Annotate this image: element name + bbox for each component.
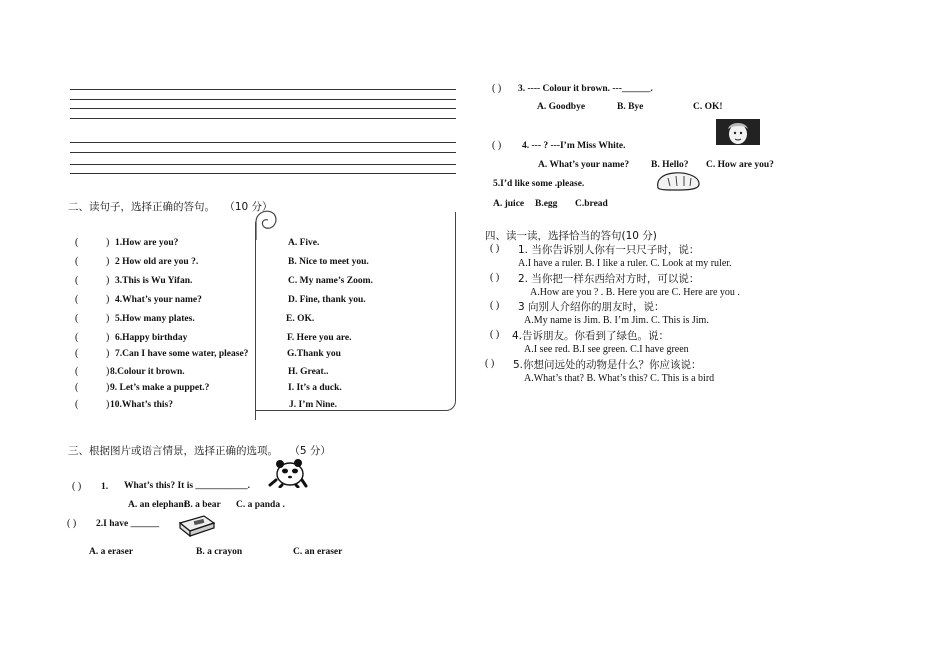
question-text: 1.How are you?: [115, 238, 179, 248]
question-text: What’s this? It is ___________.: [124, 481, 251, 491]
answer-option: B. a bear: [184, 500, 221, 510]
answer-option: C. an eraser: [293, 547, 343, 557]
writing-line: [70, 89, 456, 90]
answer-options: A.My name is Jim. B. I’m Jim. C. This is Jim.: [524, 315, 709, 326]
answer-option: A. Goodbye: [537, 102, 586, 112]
section4-heading: 四、读一读，选择恰当的答句(10 分): [485, 230, 657, 242]
eraser-icon: [176, 513, 218, 537]
section2-heading: [68, 199, 273, 214]
writing-line: [70, 142, 456, 143]
question-text: 3 向别人介绍你的朋友时，说：: [518, 301, 665, 313]
answer-options: A.I see red. B.I see green. C.I have green: [524, 344, 689, 355]
question-paren-open: (: [75, 275, 79, 286]
question-text: 8.Colour it brown.: [110, 367, 185, 377]
question-text: 9. Let’s make a puppet.?: [110, 383, 210, 393]
answer-option: B. a crayon: [196, 547, 243, 557]
section2-points: （10 分）: [224, 201, 273, 213]
writing-line: [70, 164, 456, 165]
writing-line: [70, 99, 456, 100]
question-text: 7.Can I have some water, please?: [115, 349, 249, 359]
answer-option: C. My name’s Zoom.: [288, 276, 373, 286]
teacher-portrait-icon: [716, 119, 760, 145]
section3-heading-text: 三、根据图片或语言情景，选择正确的选项。: [68, 445, 278, 457]
question-paren-open: (: [75, 237, 79, 248]
question-paren-close: ): [106, 256, 110, 267]
question-paren-close: ): [106, 275, 110, 286]
writing-line: [70, 108, 456, 109]
panda-icon: [268, 456, 308, 488]
answer-option: A. juice: [493, 199, 525, 209]
section3-points: （5 分）: [289, 445, 331, 457]
question-paren: ( ): [490, 272, 500, 283]
answer-options: A.What’s that? B. What’s this? C. This is a bird: [524, 373, 715, 384]
answer-options: A.I have a ruler. B. I like a ruler. C. Look at my ruler.: [518, 258, 732, 269]
question-paren-close: ): [106, 348, 110, 359]
answer-option: D. Fine, thank you.: [288, 295, 366, 305]
writing-line: [70, 118, 456, 119]
question-text: 2 How old are you ?.: [115, 257, 199, 267]
answer-scroll-panel: [255, 212, 456, 411]
answer-option: C. How are you?: [706, 160, 774, 170]
answer-option: F. Here you are.: [287, 333, 352, 343]
question-text: 1. 当你告诉别人你有一只尺子时，说：: [518, 244, 700, 256]
answer-option: C.bread: [575, 199, 608, 209]
question-paren: ( ): [490, 329, 500, 340]
question-paren-close: ): [106, 294, 110, 305]
question-paren: ( ): [490, 300, 500, 311]
question-text: 5.你想问远处的动物是什么？你应该说：: [513, 359, 702, 371]
scroll-curl-icon: [254, 208, 280, 242]
question-paren: ( ): [492, 140, 502, 151]
question-text: 3. ---- Colour it brown. ---______.: [518, 84, 653, 94]
question-paren-open: (: [75, 256, 79, 267]
question-text: 4.告诉朋友。你看到了绿色。说：: [512, 330, 670, 342]
section2-heading-text: 二、读句子，选择正确的答句。: [68, 201, 215, 213]
question-paren-close: ): [106, 382, 110, 393]
answer-option: A. Five.: [288, 238, 320, 248]
question-paren-open: (: [75, 399, 79, 410]
question-text: 5.How many plates.: [115, 314, 195, 324]
writing-line: [70, 152, 456, 153]
question-paren-open: (: [75, 332, 79, 343]
question-paren-open: (: [75, 348, 79, 359]
answer-option: A. What’s your name?: [538, 160, 630, 170]
question-number: 1.: [101, 482, 109, 492]
question-paren: ( ): [490, 243, 500, 254]
question-paren-open: (: [75, 382, 79, 393]
bread-icon: [654, 170, 702, 192]
question-paren-close: ): [106, 366, 110, 377]
question-text: 3.This is Wu Yifan.: [115, 276, 193, 286]
writing-line: [70, 173, 456, 174]
question-paren-open: (: [75, 313, 79, 324]
question-paren: ( ): [485, 358, 495, 369]
question-text: 5.I’d like some .please.: [493, 179, 585, 189]
question-text: 4.What’s your name?: [115, 295, 202, 305]
question-paren-close: ): [106, 237, 110, 248]
question-paren: ( ): [492, 83, 502, 94]
question-text: 2.I have ______: [96, 519, 160, 529]
question-paren-close: ): [106, 399, 110, 410]
question-paren-close: ): [106, 313, 110, 324]
question-text: 6.Happy birthday: [115, 333, 188, 343]
answer-option: C. OK!: [693, 102, 723, 112]
answer-option: B. Nice to meet you.: [288, 257, 369, 267]
answer-option: G.Thank you: [287, 349, 341, 359]
answer-option: B. Bye: [617, 102, 644, 112]
answer-option: C. a panda .: [236, 500, 285, 510]
answer-option: I. It’s a duck.: [288, 383, 342, 393]
question-text: 4. --- ? ---I’m Miss White.: [522, 141, 626, 151]
question-paren-close: ): [106, 332, 110, 343]
answer-option: B.egg: [535, 199, 558, 209]
answer-option: J. I’m Nine.: [289, 400, 338, 410]
question-text: 10.What’s this?: [110, 400, 173, 410]
question-paren: ( ): [67, 518, 77, 529]
answer-option: A. an elephant: [128, 500, 187, 510]
question-paren-open: (: [75, 294, 79, 305]
answer-option: B. Hello?: [651, 160, 689, 170]
answer-option: A. a eraser: [89, 547, 134, 557]
answer-option: E. OK.: [286, 314, 315, 324]
question-paren-open: (: [75, 366, 79, 377]
question-text: 2. 当你把一样东西给对方时，可以说：: [518, 273, 700, 285]
answer-option: H. Great..: [288, 367, 329, 377]
question-paren: ( ): [72, 481, 82, 492]
answer-options: A.How are you ? . B. Here you are C. Here are you .: [530, 287, 740, 298]
